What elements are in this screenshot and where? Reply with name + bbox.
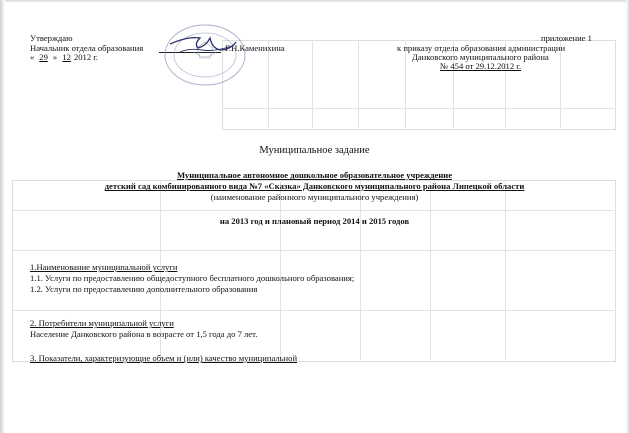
section-3-heading: 3. Показатели, характеризующие объем и (или) качество муниципальной <box>30 353 298 363</box>
appendix-district: Данковского муниципального района <box>412 52 549 62</box>
date-day: 29 <box>39 52 48 62</box>
institution-caption: (наименование районного муниципального учреждения) <box>210 192 419 202</box>
document-title: Муниципальное задание <box>259 145 370 156</box>
approval-heading: Утверждаю <box>30 33 73 43</box>
section-1-heading: 1.Наименование муниципальной услуги <box>30 262 178 272</box>
appendix-title: приложение 1 <box>541 33 592 43</box>
period-line: на 2013 год и плановый период 2014 и 2015 годов <box>219 216 410 226</box>
date-month: 12 <box>62 52 71 62</box>
section-2-text: Население Данковского района в возрасте от 1,5 года до 7 лет. <box>30 329 258 339</box>
section-1-item-1: 1.1. Услуги по предоставлению общедоступного бесплатного дошкольного образования; <box>30 273 355 283</box>
appendix-order: к приказу отдела образования администрации <box>397 43 566 53</box>
date-year: 2012 г. <box>73 52 98 62</box>
section-2-heading: 2. Потребители муниципальной услуги <box>30 318 174 328</box>
scan-shadow-top <box>0 0 629 3</box>
date-open-quote: « <box>30 52 35 62</box>
section-1-item-2: 1.2. Услуги по предоставлению дополнительного образования <box>30 284 258 294</box>
appendix-number: № 454 от 29.12.2012 г. <box>440 61 521 71</box>
institution-line-2: детский сад комбинированного вида №7 «Сказка» Данковского муниципального района Липецкой области <box>104 181 525 191</box>
approval-position: Начальник отдела образования <box>30 43 144 53</box>
approval-signatory: Г.Н.Каменихина <box>225 43 285 53</box>
official-seal-stamp-icon <box>150 22 250 88</box>
institution-line-1: Муниципальное автономное дошкольное образовательное учреждение <box>176 170 453 180</box>
date-close-quote: » <box>52 52 58 62</box>
approval-date <box>30 52 98 62</box>
